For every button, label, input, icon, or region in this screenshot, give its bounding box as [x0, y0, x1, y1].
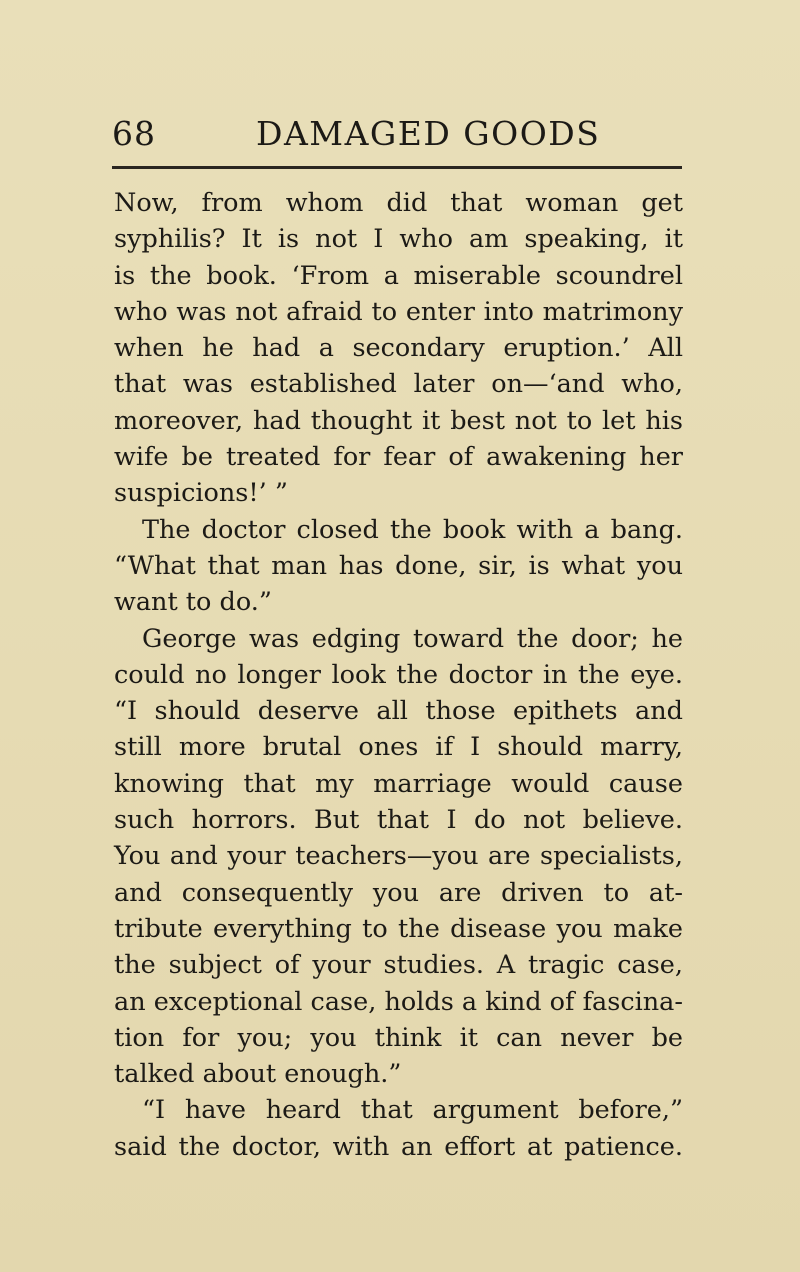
text-line: said the doctor, with an effort at patience. — [114, 1131, 683, 1162]
text-line: knowing that my marriage would cause — [114, 768, 683, 799]
text-line: Now, from whom did that woman get — [114, 188, 683, 218]
text-line: the subject of your studies. A tragic case, — [114, 950, 683, 981]
page-header — [112, 114, 682, 154]
running-title: DAMAGED GOODS — [256, 114, 601, 153]
text-line: George was edging toward the door; he — [142, 623, 683, 654]
text-line: still more brutal ones if I should marry, — [114, 732, 683, 763]
text-line: when he had a secondary eruption.’ All — [114, 333, 683, 364]
text-line: “I have heard that argument before,” — [142, 1095, 683, 1126]
text-line: moreover, had thought it best not to let his — [114, 405, 683, 436]
text-line: tion for you; you think it can never be — [114, 1022, 683, 1053]
text-line: want to do.” — [114, 587, 272, 618]
text-line: The doctor closed the book with a bang. — [142, 514, 683, 545]
body-text — [114, 185, 683, 1165]
text-line: that was established later on—‘and who, — [114, 369, 683, 400]
text-line: who was not afraid to enter into matrimony — [114, 296, 683, 327]
text-line: an exceptional case, holds a kind of fascina- — [114, 986, 683, 1017]
text-line: “What that man has done, sir, is what you — [114, 550, 683, 581]
text-line: such horrors. But that I do not believe. — [114, 805, 683, 836]
text-line: You and your teachers—you are specialists, — [114, 841, 683, 872]
text-line: and consequently you are driven to at- — [114, 877, 683, 908]
text-line: “I should deserve all those epithets and — [114, 696, 683, 727]
header-rule — [112, 166, 682, 169]
text-line: tribute everything to the disease you make — [114, 913, 683, 944]
text-line: suspicions!’ ” — [114, 478, 288, 509]
text-line: talked about enough.” — [114, 1059, 402, 1090]
text-line: could no longer look the doctor in the eye. — [114, 659, 683, 690]
text-line: is the book. ‘From a miserable scoundrel — [114, 260, 683, 291]
page-number: 68 — [112, 114, 156, 153]
text-line: wife be treated for fear of awakening her — [114, 442, 683, 473]
text-line: syphilis? It is not I who am speaking, it — [114, 224, 683, 255]
